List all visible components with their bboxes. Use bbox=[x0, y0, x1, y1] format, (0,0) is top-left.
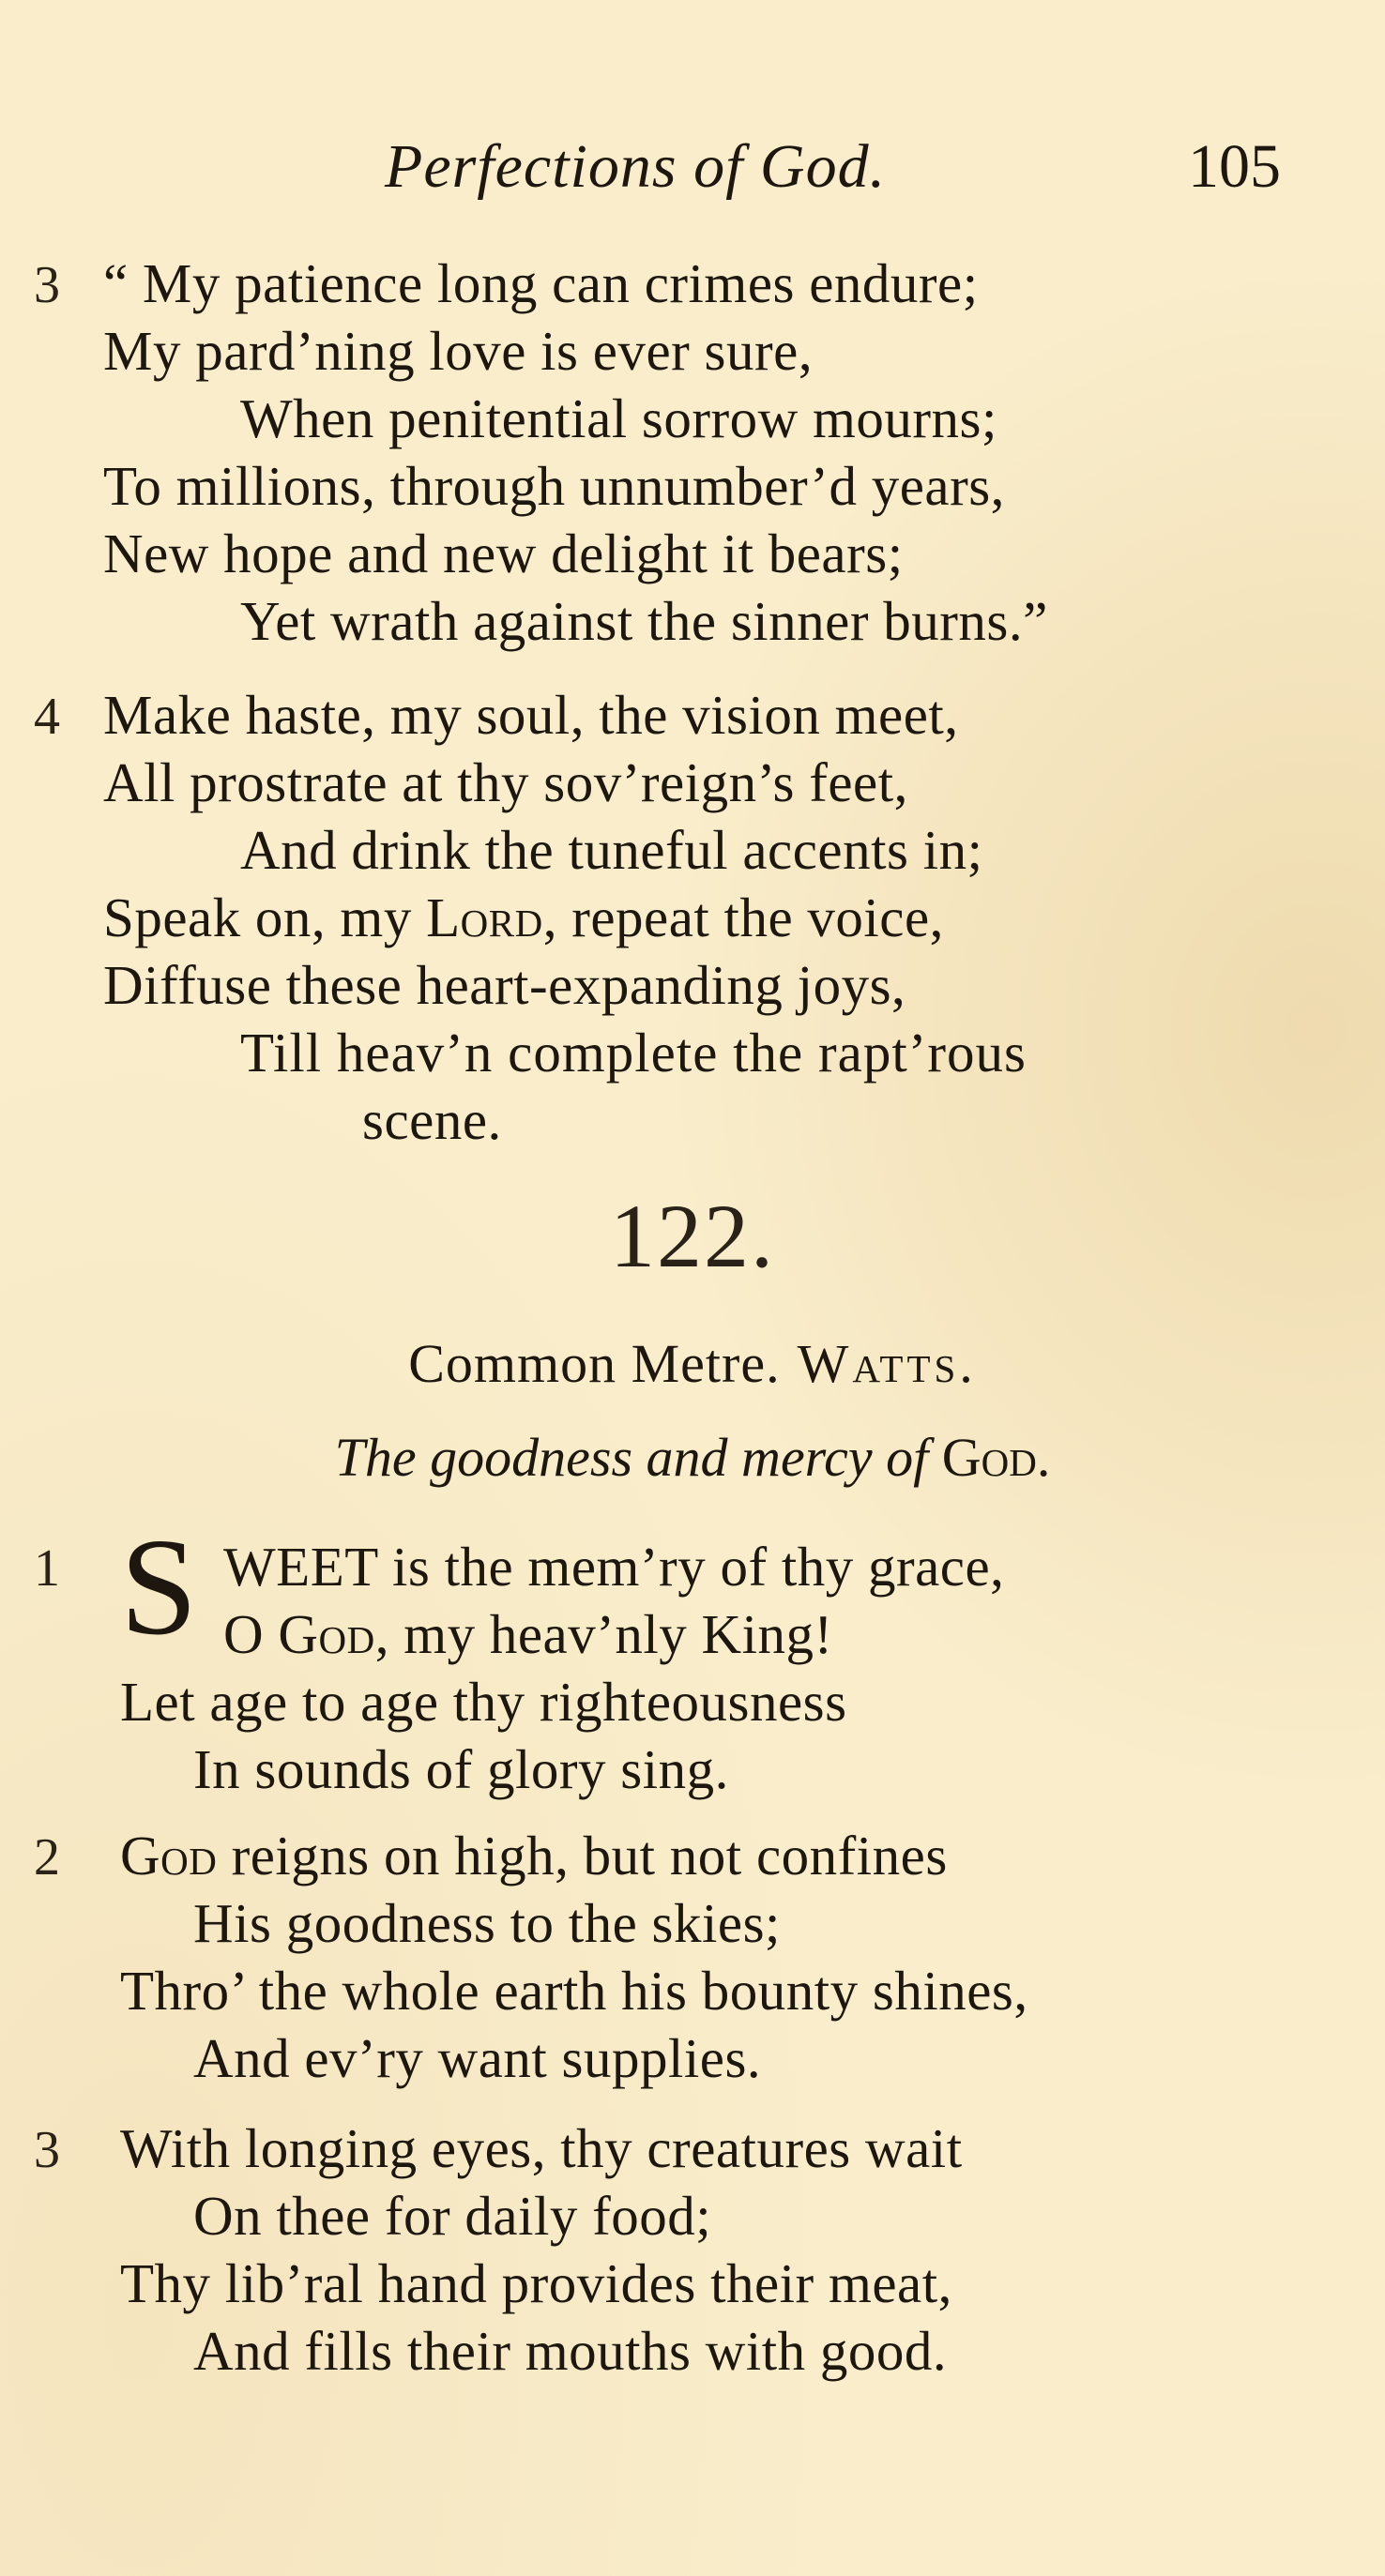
verse-line: Thro’ the whole earth his bounty shines, bbox=[120, 1960, 1028, 2022]
stanza-number: 4 bbox=[34, 688, 60, 746]
subject-god: God. bbox=[941, 1427, 1051, 1488]
verse-line: Speak on, my Lord, repeat the voice, bbox=[103, 886, 944, 948]
verse-line: And drink the tuneful accents in; bbox=[240, 819, 983, 881]
stanza-number: 3 bbox=[34, 256, 60, 314]
page-number: 105 bbox=[1188, 132, 1281, 201]
verse-line: On thee for daily food; bbox=[193, 2185, 712, 2247]
drop-cap: S bbox=[120, 1510, 198, 1664]
verse-line: God reigns on high, but not confines bbox=[120, 1825, 948, 1887]
verse-line: All prostrate at thy sov’reign’s feet, bbox=[103, 751, 908, 813]
verse-line: Yet wrath against the sinner burns.” bbox=[240, 590, 1048, 652]
verse-line: scene. bbox=[362, 1089, 502, 1151]
lord-small-caps: Lord bbox=[426, 886, 543, 948]
verse-line: “ My patience long can crimes endure; bbox=[103, 252, 979, 314]
running-title: Perfections of God. bbox=[385, 132, 887, 201]
god-small-caps: God bbox=[278, 1603, 375, 1665]
metre-line bbox=[0, 1332, 1385, 1395]
author: Watts. bbox=[797, 1333, 977, 1394]
hymn-number: 122. bbox=[610, 1186, 775, 1286]
verse-line: My pard’ning love is ever sure, bbox=[103, 320, 814, 382]
subject-text: The goodness and mercy of bbox=[334, 1427, 929, 1488]
stanza-number: 1 bbox=[34, 1539, 60, 1598]
verse-line: Thy lib’ral hand provides their meat, bbox=[120, 2252, 952, 2314]
hymn-subject bbox=[0, 1426, 1385, 1489]
stanza-number: 3 bbox=[34, 2121, 60, 2179]
verse-line: And fills their mouths with good. bbox=[193, 2320, 948, 2382]
verse-line: His goodness to the skies; bbox=[193, 1892, 781, 1954]
verse-line: Let age to age thy righteousness bbox=[120, 1671, 847, 1733]
verse-line: In sounds of glory sing. bbox=[193, 1738, 729, 1800]
verse-line: Diffuse these heart-expanding joys, bbox=[103, 954, 906, 1016]
verse-line: With longing eyes, thy creatures wait bbox=[120, 2117, 963, 2179]
verse-line: To millions, through unnumber’d years, bbox=[103, 455, 1005, 517]
verse-line: O God, my heav’nly King! bbox=[223, 1603, 833, 1665]
god-small-caps: God bbox=[120, 1825, 218, 1887]
verse-line: And ev’ry want supplies. bbox=[193, 2027, 762, 2089]
verse-line: Make haste, my soul, the vision meet, bbox=[103, 684, 959, 746]
verse-line: New hope and new delight it bears; bbox=[103, 523, 904, 584]
metre: Common Metre. bbox=[408, 1333, 781, 1394]
verse-line: Till heav’n complete the rapt’rous bbox=[240, 1022, 1027, 1083]
page-header bbox=[0, 131, 1385, 206]
stanza-number: 2 bbox=[34, 1828, 60, 1887]
verse-line: WEET is the mem’ry of thy grace, bbox=[223, 1536, 1005, 1598]
verse-line: When penitential sorrow mourns; bbox=[240, 387, 997, 449]
